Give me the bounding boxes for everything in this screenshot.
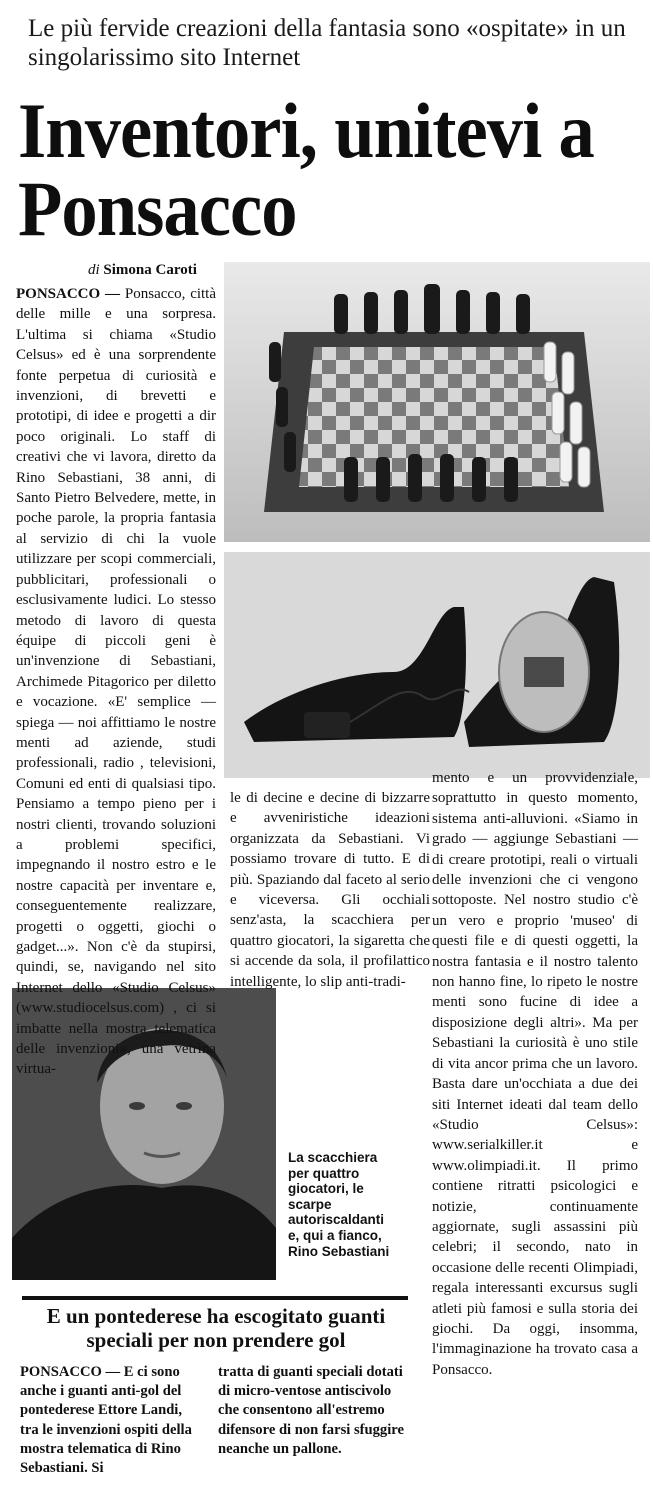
- byline-prefix: di: [88, 262, 100, 278]
- chessboard-photo: [224, 262, 650, 542]
- sidebar-dateline: PONSACCO —: [20, 1364, 121, 1380]
- kicker: Le più fervide creazioni della fantasia sono «ospitate» in un singolarissimo sito Internet: [28, 15, 626, 71]
- byline-author: Simona Caroti: [103, 262, 197, 278]
- article-dateline: PONSACCO —: [16, 286, 121, 302]
- article-column-1: [16, 284, 216, 1080]
- headline: Inventori, unitevi a Ponsacco: [18, 87, 594, 252]
- article-col1-text: Ponsacco, città delle mille e una sorpresa. L'ultima si chiama «Studio Celsus» ed è una sorprendente fonte perpetua di curiosità e invenzioni, di brevetti e prototipi, di idee e progetti a dir poco originali. Lo staff di creativi che vi lavora, diretto da Rino Sebastiani, 38 anni, di Santo Pietro Belvedere, mette, in poche parole, la propria fantasia al servizio di chi la vuole utilizzare per scopi commerciali, pubblicitari, professionali o esclusivamente ludici. Lo stesso metodo di lavoro di questa équipe di piccoli geni è un'invenzione di Sebastiani, Archimede Pitagorico per diletto e vocazione. «E' semplice — spiega — noi affittiamo le nostre menti ad aziende, studi professionali, radio , televisioni, Comuni ed enti di qualsiasi tipo. Pensiamo a tempo pieno per i nostri clienti, trovando soluzioni a problemi specifici, impegnando il nostro estro e le nostre capacità per inventare e, conseguentemente realizzare, progetti o oggetti, giochi o gadget...». Non c'è da stupirsi, quindi, se, navigando nel sito Internet dello «Studio Celsus» (www.studiocelsus.com) , ci si imbatte nella mostra telematica delle invenzioni», una vetrina virtua-: [16, 286, 217, 1078]
- sidebar-col1-text: E ci sono anche i guanti anti-gol del pontederese Ettore Landi, tra le invenzioni ospiti della mostra telematica di Rino Sebastiani. Si: [20, 1364, 192, 1477]
- sidebar-top-rule: [22, 1296, 408, 1300]
- sidebar-column-1: [20, 1363, 200, 1478]
- shoes-photo: [224, 552, 650, 778]
- sidebar-title: E un pontederese ha escogitato guanti speciali per non prendere gol: [46, 1304, 386, 1352]
- photo-caption: La scacchiera per quattro giocatori, le scarpe autoriscaldanti e, qui a fianco, Rino Sebastiani: [288, 1150, 390, 1259]
- sidebar-column-2: tratta di guanti speciali dotati di micro-ventose antiscivolo che consentono all'estremo difensore di non farsi sfuggire neanche un pallone.: [218, 1364, 404, 1457]
- article-column-2: le di decine e decine di bizzarre e avveniristiche ideazioni organizzata da Sebastiani. Vi possiamo trovare di tutto. E di più. Spaziando dal faceto al serio e viceversa. Gli occhiali senz'asta, la scacchiera per quattro giocatori, la sigaretta che si accende da sola, il profilattico intelligente, lo slip anti-tradi-: [230, 790, 430, 990]
- byline: [88, 262, 197, 279]
- article-column-3: mento e un provvidenziale, soprattutto in questo momento, sistema anti-alluvioni. «Siamo in grado — aggiunge Sebastiani — di creare prototipi, reali o virtuali delle invenzioni che ci vengono sottoposte. Nel nostro studio c'è un vero e proprio 'museo' di questi file e di questi oggetti, la nostra fantasia e il nostro talento non hanno fine, lo ripeto le nostre menti sono fucine di idee a disposizione degli altri». Ma per Sebastiani la curiosità è uno stile di vita ancor prima che un lavoro. Basta dare un'occhiata a due dei siti Internet ideati dal team dello «Studio Celsus»: www.serialkiller.it e www.olimpiadi.it. Il primo contiene ritratti psicologici e notizie, continuamente aggiornate, sugli assassini più celebri; il secondo, nato in occasione delle recenti Olimpiadi, regala interessanti excursus sugli atleti più famosi e sulla storia dei giochi. Da oggi, insomma, l'immaginazione ha trovato casa a Ponsacco.: [432, 770, 638, 1378]
